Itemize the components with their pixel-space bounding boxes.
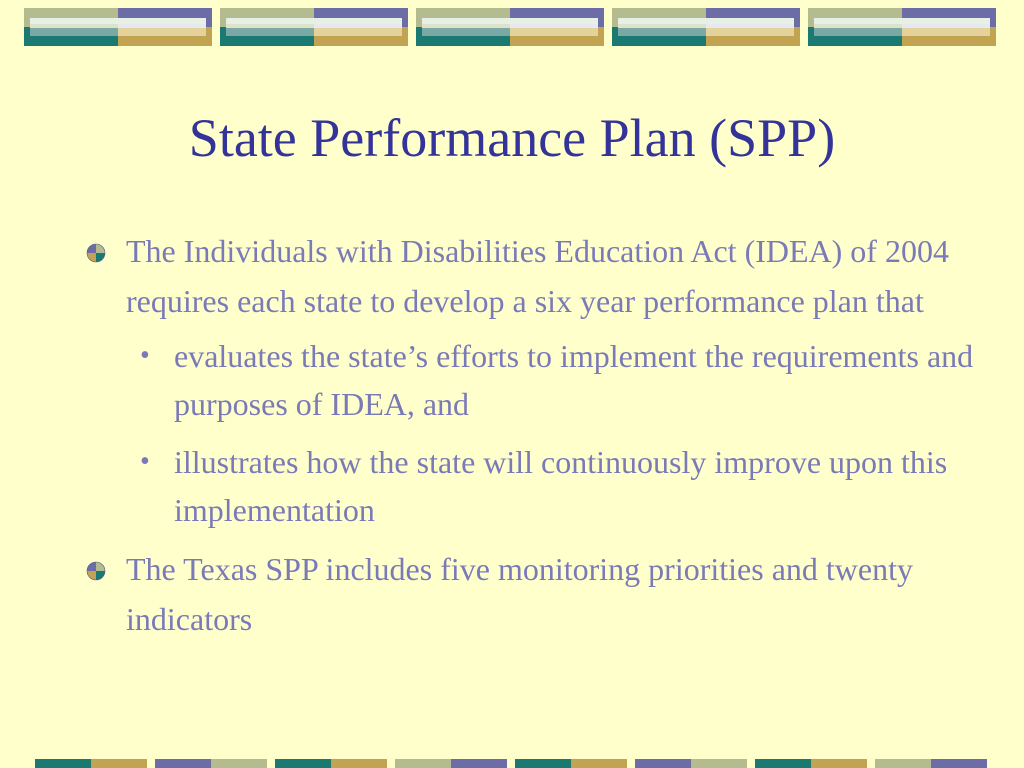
slide-title: State Performance Plan (SPP) xyxy=(188,108,836,168)
decorative-tile xyxy=(24,8,212,46)
decorative-tile xyxy=(416,8,604,46)
bullet-item xyxy=(86,544,986,644)
sub-bullet-list xyxy=(86,332,986,534)
bullet-dot-icon: • xyxy=(140,340,150,371)
sub-bullet-text: illustrates how the state will continuously improve upon this implementation xyxy=(174,444,948,528)
decorative-tile xyxy=(220,8,408,46)
sub-bullet-text: evaluates the state’s efforts to implement the requirements and purposes of IDEA, and xyxy=(174,338,974,422)
bullet-item xyxy=(86,226,986,326)
sub-bullet-item xyxy=(128,438,986,534)
decorative-tile xyxy=(612,8,800,46)
slide-body xyxy=(86,226,986,648)
top-decorative-band xyxy=(24,8,1000,46)
quad-ball-bullet-icon xyxy=(86,561,106,581)
sub-bullet-item xyxy=(128,332,986,428)
bottom-decorative-band xyxy=(35,759,990,768)
decorative-tile xyxy=(808,8,996,46)
bullet-text: The Texas SPP includes five monitoring priorities and twenty indicators xyxy=(126,551,913,637)
quad-ball-bullet-icon xyxy=(86,243,106,263)
bullet-text: The Individuals with Disabilities Education Act (IDEA) of 2004 requires each state to develop a six year performance plan that xyxy=(126,233,949,319)
bullet-dot-icon: • xyxy=(140,446,150,477)
